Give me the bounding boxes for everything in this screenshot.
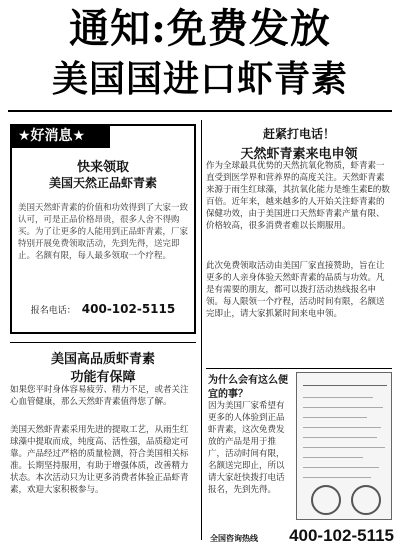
certificate-line — [303, 427, 381, 428]
certificate-line — [303, 437, 377, 438]
box-phone-line — [12, 302, 194, 316]
certificate-line — [303, 385, 387, 386]
headline-rule — [8, 110, 392, 112]
right-heading-apply: 天然虾青素来电申领 — [240, 147, 358, 162]
column-rule-vertical — [201, 120, 202, 540]
right-body-2: 此次免费领取活动由美国厂家直接赞助，旨在让更多的人亲身体验天然虾青素的品质与功效。凡是有需要的朋友，都可以拨打活动热线报名申领。每人限领一个疗程，活动时间有限，名额送完即止，请大家抓紧时间来电申领。 — [206, 261, 385, 319]
quality-body-2: 美国天然虾青素采用先进的提取工艺，从雨生红球藻中提取而成，纯度高、活性强，品质稳定可靠。产品经过严格的质量检测，符合美国相关标准。长期坚持服用，有助于增强体质，改善精力状态。本次活动只为让更多消费者体验正品虾青素，欢迎大家积极参与。 — [10, 425, 189, 495]
good-news-box — [10, 124, 196, 334]
certificate-line — [303, 467, 379, 468]
box-phone-label: 报名电话： — [30, 306, 76, 316]
box-subtitle-claim: 快来领取 — [76, 160, 129, 175]
hotline-number: 400-102-5115 — [289, 526, 394, 545]
section-rule-left — [10, 342, 196, 343]
quality-heading: 美国高品质虾青素 — [50, 352, 155, 367]
certificate-line — [303, 477, 371, 478]
hotline-label: 全国咨询热线 — [210, 534, 258, 543]
headline-line1: 通知:免费发放 — [69, 5, 331, 52]
hotline-bar — [206, 526, 396, 548]
certificate-line — [303, 397, 373, 398]
why-cheap-heading: 为什么会有这么便宜的事？ — [208, 375, 288, 400]
certificate-line — [303, 447, 385, 448]
certificate-line — [303, 417, 367, 418]
box-subtitle-product: 美国天然正品虾青素 — [48, 176, 157, 190]
right-heading-call: 赶紧打电话！ — [262, 127, 335, 141]
certificate-line — [303, 457, 363, 458]
seal-stamp-icon — [311, 485, 341, 515]
quality-subheading: 功能有保障 — [70, 370, 136, 385]
box-body-text: 美国天然虾青素的价值和功效得到了大家一致认可，可是正品价格昂贵，很多人舍不得购买。为了让更多的人能用到正品虾青素，厂家特别开展免费领取活动，先到先得，送完即止。名额有限，每人最多领取一个疗程。 — [18, 203, 189, 261]
quality-body-1: 如果您平时身体容易疲劳、精力不足，或者关注心血管健康，那么天然虾青素值得您了解。 — [10, 385, 189, 407]
certificate-line — [303, 407, 383, 408]
box-phone-number: 400-102-5115 — [81, 302, 176, 316]
headline-line2: 美国国进口虾青素 — [51, 58, 348, 100]
certificate-image — [296, 372, 392, 520]
why-cheap-body: 因为美国厂家希望有更多的人体验到正品虾青素，这次免费发放的产品是用于推广，活动时间有限，名额送完即止，所以请大家赶快拨打电话报名，先到先得。 — [208, 401, 285, 495]
good-news-tag: ★好消息★ — [10, 124, 110, 148]
section-rule-right — [206, 368, 392, 369]
right-body-1: 作为全球最具优势的天然抗氧化物质，虾青素一直受到医学界和营养界的高度关注。天然虾青素来源于雨生红球藻，其抗氧化能力是维生素E的数百倍。近年来，越来越多的人开始关注虾青素的保健功效，由于美国进口天然虾青素产量有限、价格较高，很多消费者难以长期服用。 — [206, 161, 390, 231]
seal-stamp-icon — [351, 485, 381, 515]
